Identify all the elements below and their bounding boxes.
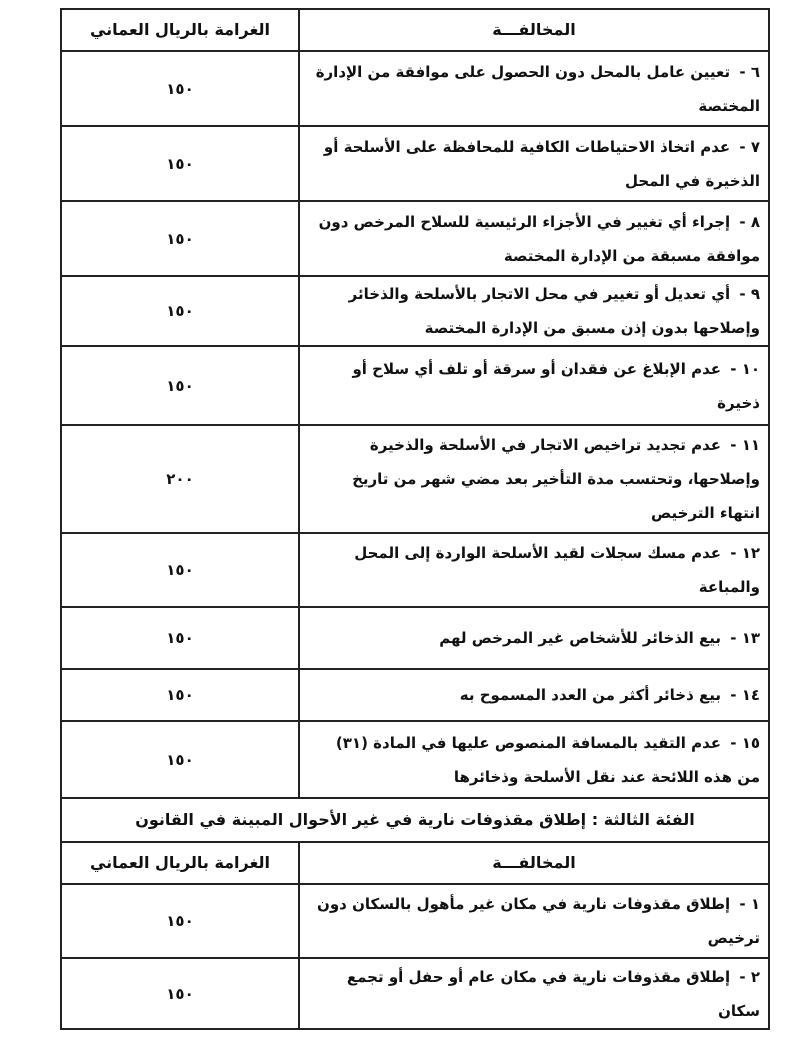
table-row [61, 607, 769, 669]
item-number: ١٥ - [730, 733, 760, 752]
violation-cell [299, 669, 769, 721]
violation-cell [299, 276, 769, 346]
fine-cell: ١٥٠ [61, 276, 299, 346]
violation-cell [299, 958, 769, 1029]
category-title: الفئة الثالثة : إطلاق مقذوفات نارية في غير الأحوال المبينة في القانون [61, 798, 769, 842]
table-row [61, 721, 769, 798]
violation-cell [299, 346, 769, 425]
item-number: ١١ - [730, 436, 760, 454]
violation-cell [299, 884, 769, 958]
violation-text: تعيين عامل بالمحل دون الحصول على موافقة من الإدارة المختصة [315, 62, 760, 115]
violation-text: إجراء أي تغيير في الأجزاء الرئيسية للسلاح المرخص دون موافقة مسبقة من الإدارة المختصة [318, 212, 760, 265]
item-number: ١ - [739, 895, 760, 913]
header-row [61, 9, 769, 51]
table-row [61, 276, 769, 346]
violation-text: عدم التقيد بالمسافة المنصوص عليها في المادة (٣١) من هذه اللائحة عند نقل الأسلحة وذخائرها [335, 733, 760, 786]
table-row [61, 884, 769, 958]
violation-cell [299, 607, 769, 669]
item-number: ٨ - [739, 212, 760, 231]
fine-cell: ٢٠٠ [61, 425, 299, 533]
item-number: ٢ - [739, 967, 760, 986]
fine-cell: ١٥٠ [61, 126, 299, 201]
violation-cell [299, 126, 769, 201]
fine-cell: ١٥٠ [61, 533, 299, 607]
violation-text: إطلاق مقذوفات نارية في مكان عام أو حفل أو تجمع سكان [346, 967, 760, 1020]
item-number: ١٠ - [730, 359, 760, 378]
violation-header: المخالفـــة [299, 842, 769, 884]
violation-text: إطلاق مقذوفات نارية في مكان غير مأهول بالسكان دون ترخيص [317, 895, 760, 947]
item-number: ١٢ - [730, 544, 760, 562]
fines-table [60, 8, 770, 1030]
table-row [61, 533, 769, 607]
violation-cell [299, 425, 769, 533]
violation-cell [299, 533, 769, 607]
violation-header: المخالفـــة [299, 9, 769, 51]
violation-text: عدم اتخاذ الاحتياطات الكافية للمحافظة على الأسلحة أو الذخيرة في المحل [323, 137, 760, 190]
table-row [61, 126, 769, 201]
violation-text: عدم الإبلاغ عن فقدان أو سرقة أو تلف أي سلاح أو ذخيرة [352, 359, 760, 412]
violation-text: أي تعديل أو تغيير في محل الاتجار بالأسلحة والذخائر وإصلاحها بدون إذن مسبق من الإدارة المختصة [348, 285, 760, 337]
item-number: ٩ - [739, 285, 760, 303]
table-row [61, 201, 769, 276]
violation-text: بيع الذخائر للأشخاص غير المرخص لهم [439, 629, 721, 647]
fine-cell: ١٥٠ [61, 669, 299, 721]
category-row [61, 798, 769, 842]
fine-header: الغرامة بالريال العماني [61, 842, 299, 884]
violation-cell [299, 201, 769, 276]
table-row [61, 669, 769, 721]
header-row [61, 842, 769, 884]
table-row [61, 51, 769, 126]
item-number: ١٣ - [730, 629, 760, 647]
violation-cell [299, 51, 769, 126]
violation-cell [299, 721, 769, 798]
violation-text: بيع ذخائر أكثر من العدد المسموح به [459, 686, 721, 704]
table-row [61, 346, 769, 425]
fine-cell: ١٥٠ [61, 607, 299, 669]
table-row [61, 958, 769, 1029]
fine-cell: ١٥٠ [61, 721, 299, 798]
fine-cell: ١٥٠ [61, 884, 299, 958]
fine-cell: ١٥٠ [61, 346, 299, 425]
fine-cell: ١٥٠ [61, 201, 299, 276]
fine-cell: ١٥٠ [61, 51, 299, 126]
violation-text: عدم تجديد تراخيص الاتجار في الأسلحة والذخيرة وإصلاحها، وتحتسب مدة التأخير بعد مضي شهر من تاريخ انتهاء الترخيص [352, 436, 760, 522]
table-row [61, 425, 769, 533]
item-number: ٦ - [739, 62, 760, 81]
fine-cell: ١٥٠ [61, 958, 299, 1029]
violation-text: عدم مسك سجلات لقيد الأسلحة الواردة إلى المحل والمباعة [354, 544, 760, 596]
fine-header: الغرامة بالريال العماني [61, 9, 299, 51]
item-number: ١٤ - [730, 686, 760, 704]
item-number: ٧ - [739, 137, 760, 156]
